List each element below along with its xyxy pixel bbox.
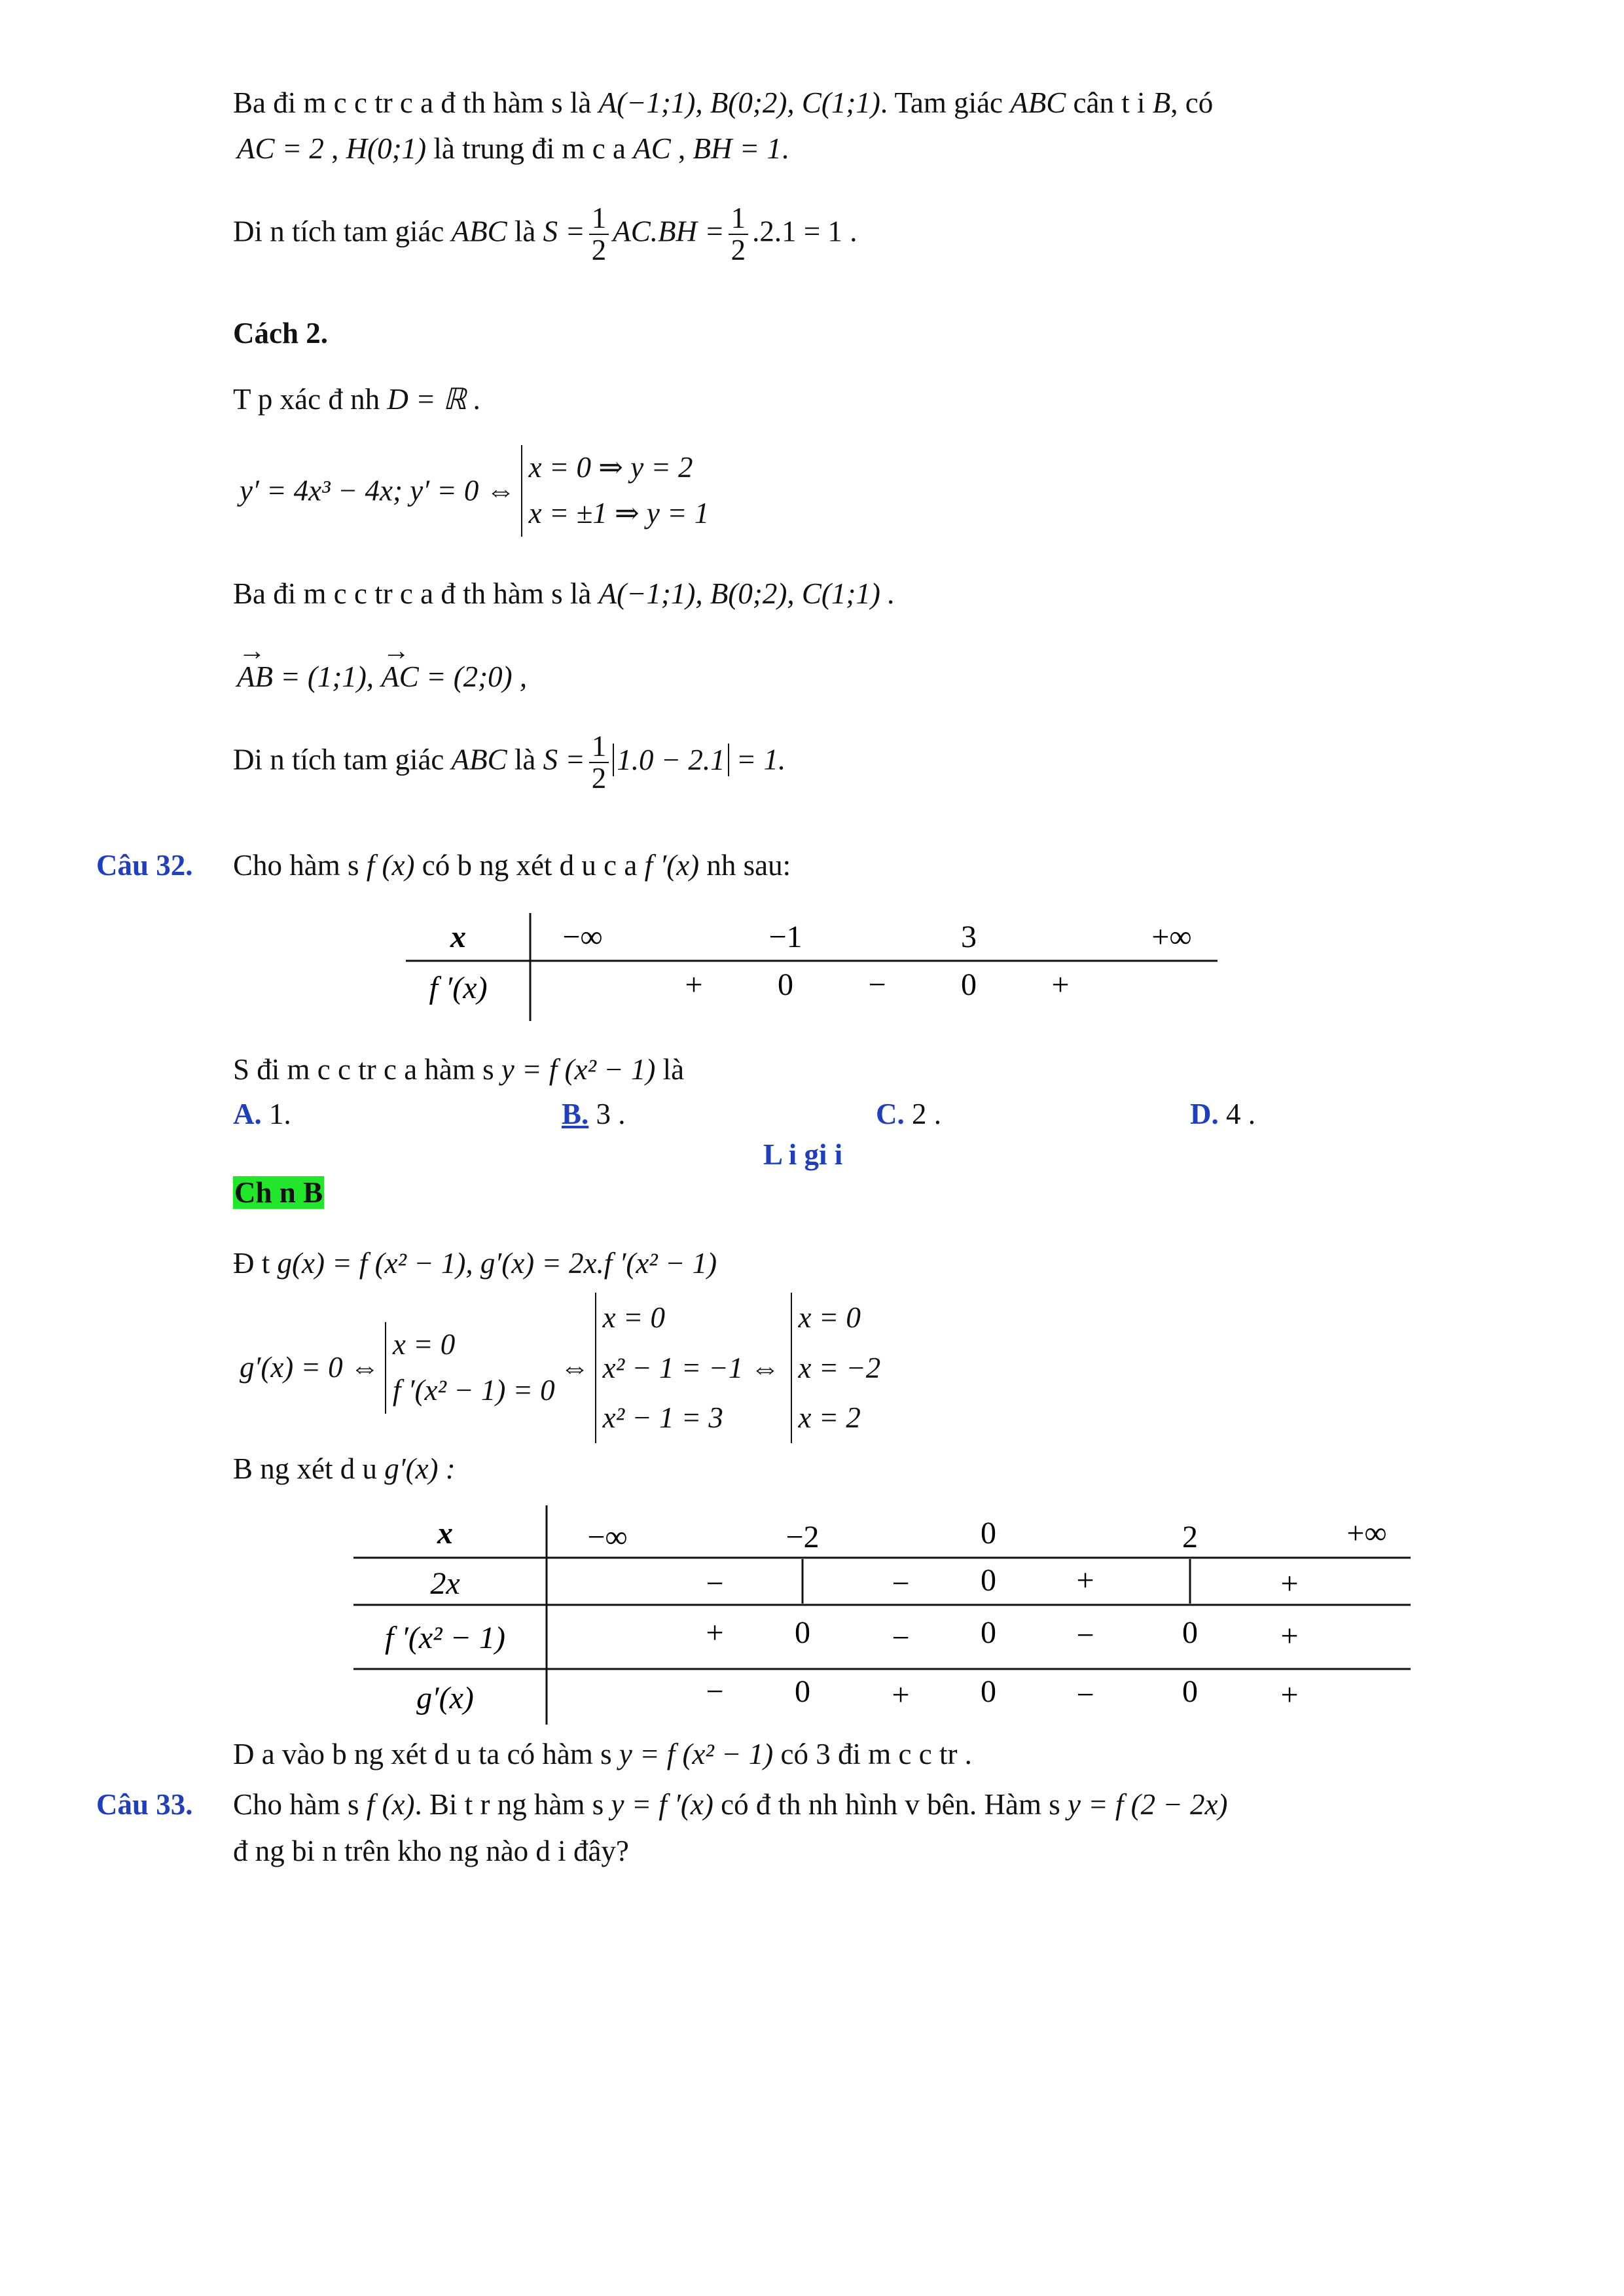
q32-statement (233, 851, 791, 880)
math: D = ℝ . (387, 383, 481, 416)
table2-title (233, 1454, 456, 1484)
t2-f-cell: − (892, 1621, 910, 1655)
answer-key: A. (233, 1098, 262, 1130)
intro-math: ABC (451, 215, 507, 248)
math: = (2;0) , (426, 660, 528, 693)
fraction-half (589, 203, 609, 266)
text: Ba đi m c c tr c a đ th hàm s là (233, 577, 592, 610)
answer-value: 2 . (912, 1098, 941, 1130)
math: f (x) (366, 1788, 415, 1821)
case: x = 0 (602, 1301, 666, 1334)
t2-g-cell: − (1076, 1677, 1094, 1712)
math: g(x) = f (x² − 1), g′(x) = 2x.f ′(x² − 1) (277, 1247, 717, 1280)
q32-set-g (233, 1249, 717, 1278)
intro-text: . Tam giác (880, 86, 1003, 119)
text: T p xác đ nh (233, 383, 380, 416)
intro-math: AC = 2 (237, 132, 324, 165)
intro-text: là trung đi m c a (433, 132, 626, 165)
t2-minus-two: −2 (785, 1520, 820, 1554)
text: là (662, 1053, 685, 1086)
fraction-half (729, 203, 749, 266)
math: ⇔ (560, 1351, 590, 1384)
t2-g-cell: 0 (795, 1674, 810, 1709)
math: y = f (x² − 1) (501, 1053, 656, 1086)
answer-value: 3 . (596, 1098, 626, 1130)
math: f ′(x) (644, 849, 700, 882)
t2-f-label: f ′(x² − 1) (385, 1621, 505, 1655)
t2-f-cell: 0 (795, 1615, 810, 1650)
text: nh sau: (706, 849, 791, 882)
text: Di n tích tam giác (233, 743, 444, 776)
case: x = 2 (798, 1401, 861, 1434)
answer-key: B. (562, 1098, 589, 1130)
math: S = (543, 743, 585, 776)
solution-title: L i gi i (763, 1138, 843, 1171)
frac-den: 2 (731, 234, 746, 267)
case: x = −2 (798, 1351, 881, 1384)
frac-den: 2 (591, 762, 607, 795)
cach2-title: Cách 2. (233, 317, 328, 350)
vector-ac: → AC (381, 662, 419, 692)
answer-value: 4 . (1226, 1098, 1255, 1130)
answer-a[interactable] (233, 1100, 291, 1129)
text: có b ng xét d u c a (422, 849, 638, 882)
intro-text: .2.1 = 1 . (752, 215, 857, 248)
q33-statement (233, 1790, 1227, 1820)
intro-math: S = (543, 215, 585, 248)
math: y′ = 4x³ − 4x; y′ = 0 ⇔ (240, 474, 516, 507)
math: ABC (451, 743, 507, 776)
text: S đi m c c tr c a hàm s (233, 1053, 494, 1086)
frac-num: 1 (729, 203, 749, 235)
q32-question (233, 1055, 684, 1085)
text: có đ th nh hình v bên. Hàm s (721, 1788, 1060, 1821)
t2-g-cell: 0 (1182, 1674, 1198, 1709)
text: D a vào b ng xét d u ta có hàm s (233, 1738, 612, 1770)
t2-pos-inf: +∞ (1346, 1516, 1387, 1551)
cach2-domain (233, 385, 481, 414)
text: Đ t (233, 1247, 270, 1280)
case: x² − 1 = 3 (602, 1401, 723, 1434)
question-32-label: Câu 32. (96, 849, 193, 882)
t2-neg-inf: −∞ (587, 1520, 628, 1554)
t2-g-cell: + (1280, 1677, 1299, 1712)
intro-line-2: AC = 2 , H(0;1) là trung đi m c a AC , BH = 1. (237, 132, 789, 165)
intro-math: BH = 1 (693, 132, 782, 165)
intro-math: B (1152, 86, 1171, 119)
math: y = f ′(x) (611, 1788, 713, 1821)
t1-minus-one: −1 (768, 920, 803, 954)
t2-g-cell: 0 (981, 1674, 996, 1709)
t1-sign: + (1051, 967, 1070, 1002)
sign-table-f-prime (406, 910, 1231, 1028)
case: x² − 1 = −1 ⇔ (602, 1351, 780, 1384)
intro-math: A(−1;1), B(0;2), C(1;1) (598, 86, 880, 119)
case: f ′(x² − 1) = 0 (392, 1373, 555, 1407)
t1-sign: 0 (961, 967, 977, 1002)
case-bracket-3 (791, 1293, 881, 1443)
case: x = 0 ⇒ y = 2 (528, 451, 693, 484)
intro-text: Ba đi m c c tr c a đ th hàm s là (233, 86, 592, 119)
t2-2x-cell: + (1280, 1566, 1299, 1601)
t2-2x-cell: + (1076, 1563, 1094, 1598)
math: = 1. (736, 743, 786, 776)
intro-text: cân t i (1073, 86, 1146, 119)
answer-c[interactable] (876, 1100, 941, 1129)
chosen-badge: Ch n B (234, 1176, 323, 1209)
cach2-area (233, 731, 785, 795)
frac-den: 2 (591, 234, 607, 267)
q32-equation-system (240, 1293, 886, 1443)
t1-three: 3 (961, 920, 977, 954)
intro-math: ABC (1010, 86, 1066, 119)
math: y = f (x² − 1) (619, 1738, 774, 1770)
t2-f-cell: − (1076, 1618, 1094, 1653)
answer-key: D. (1190, 1098, 1219, 1130)
fraction-half (589, 731, 609, 795)
intro-math: AC (633, 132, 671, 165)
math: g′(x) = 0 ⇔ (240, 1351, 380, 1384)
intro-area-line (233, 203, 857, 266)
intro-line-1 (233, 88, 1213, 118)
t1-fprime-label: f ′(x) (429, 971, 488, 1005)
t1-sign: − (868, 967, 886, 1002)
cach2-vectors (237, 662, 527, 692)
intro-text: , có (1170, 86, 1214, 119)
text: là (514, 743, 536, 776)
question-33-label: Câu 33. (96, 1788, 193, 1821)
answer-key: C. (876, 1098, 905, 1130)
t2-2x-label: 2x (430, 1566, 460, 1601)
text: Cho hàm s (233, 849, 359, 882)
case-bracket-2 (595, 1293, 780, 1443)
t2-f-cell: 0 (981, 1615, 996, 1650)
frac-num: 1 (589, 731, 609, 763)
intro-math: H(0;1) (346, 132, 427, 165)
t2-g-label: g′(x) (416, 1681, 474, 1715)
frac-num: 1 (589, 203, 609, 235)
intro-math: AC.BH = (613, 215, 725, 248)
sign-table-g-prime (353, 1505, 1427, 1728)
t2-two: 2 (1182, 1520, 1198, 1554)
math: g′(x) : (384, 1452, 456, 1485)
t2-g-cell: − (706, 1674, 724, 1709)
intro-text: là (514, 215, 536, 248)
case: x = 0 (392, 1328, 456, 1361)
math: = (1;1), (280, 660, 374, 693)
math: y = f (2 − 2x) (1068, 1788, 1228, 1821)
q32-conclusion (233, 1740, 972, 1769)
t2-f-cell: + (1280, 1619, 1299, 1653)
t2-f-cell: + (706, 1615, 724, 1650)
answer-value: 1. (269, 1098, 291, 1130)
t1-neg-inf: −∞ (562, 920, 603, 954)
case-bracket (521, 445, 710, 537)
t2-zero: 0 (981, 1516, 996, 1551)
math: f (x) (366, 849, 415, 882)
answer-d[interactable] (1190, 1100, 1255, 1129)
t2-f-cell: 0 (1182, 1615, 1198, 1650)
t1-x-label: x (450, 920, 466, 954)
text: . Bi t r ng hàm s (414, 1788, 604, 1821)
t1-sign: + (685, 967, 703, 1002)
vector-ab: → AB (237, 662, 273, 692)
t2-x-label: x (437, 1516, 453, 1551)
t2-2x-cell: 0 (981, 1563, 996, 1598)
q33-line-2: đ ng bi n trên kho ng nào d i đây? (233, 1835, 629, 1867)
t2-2x-cell: − (706, 1566, 724, 1601)
chosen-answer (233, 1178, 324, 1208)
abs-value: 1.0 − 2.1 (613, 744, 729, 776)
case: x = 0 (798, 1301, 861, 1334)
cach2-points (233, 579, 895, 609)
t1-sign: 0 (778, 967, 793, 1002)
text: Cho hàm s (233, 1788, 359, 1821)
text: có 3 đi m c c tr . (780, 1738, 972, 1770)
answer-b[interactable] (562, 1100, 626, 1129)
t2-g-cell: + (892, 1677, 910, 1712)
case: x = ±1 ⇒ y = 1 (528, 496, 710, 529)
text: B ng xét d u (233, 1452, 377, 1485)
t2-2x-cell: − (892, 1566, 910, 1601)
case-bracket-1 (385, 1322, 555, 1414)
math: A(−1;1), B(0;2), C(1;1) . (598, 577, 895, 610)
cach2-derivative (240, 445, 714, 537)
t1-pos-inf: +∞ (1151, 920, 1192, 954)
intro-text: Di n tích tam giác (233, 215, 444, 248)
